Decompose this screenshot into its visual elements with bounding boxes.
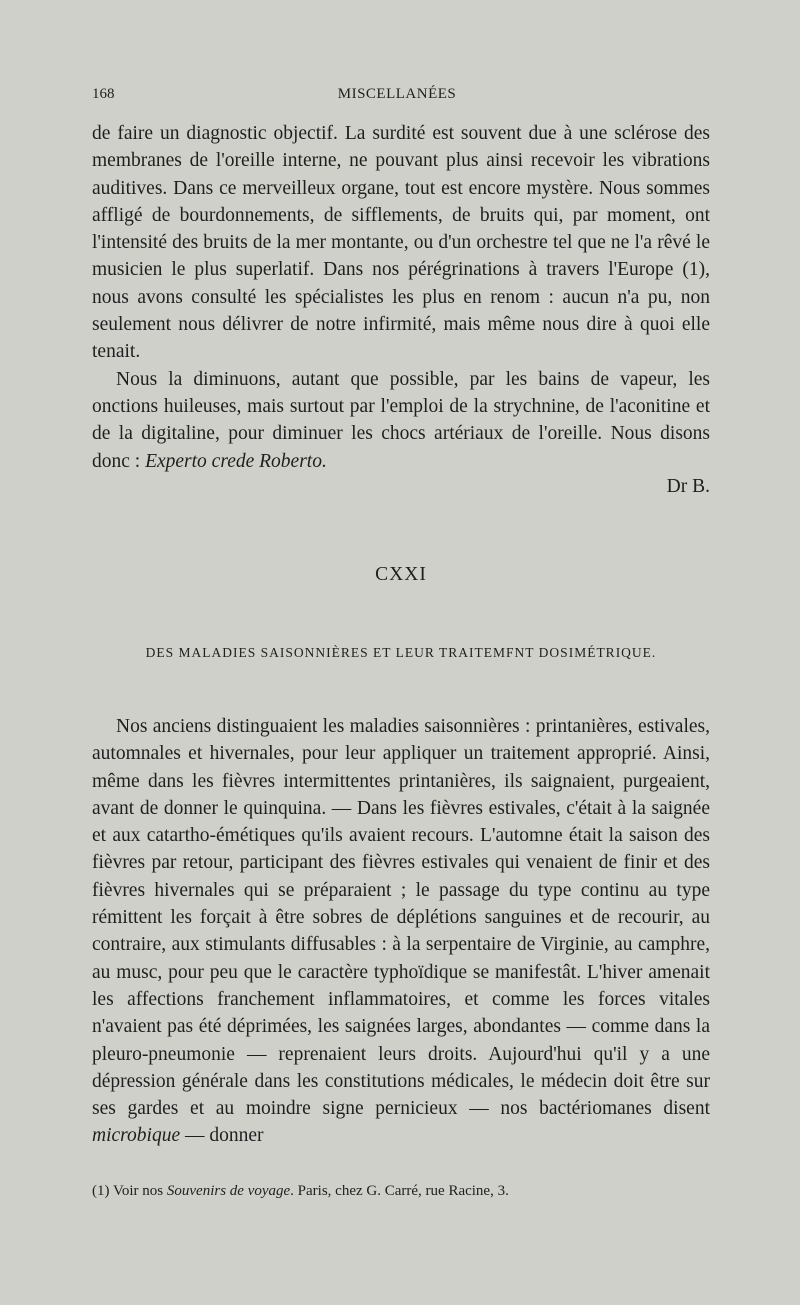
footnote	[92, 1183, 710, 1200]
footnote-title: Souvenirs de voyage	[166, 1183, 291, 1199]
author-signature: Dr B.	[666, 476, 710, 497]
paragraph-seasonal-diseases	[92, 713, 710, 1150]
chapter-title: DES MALADIES SAISONNIÈRES ET LEUR TRAITEMFNT DOSIMÉTRIQUE.	[145, 645, 657, 660]
paragraph-seasonal-tail: — donner	[180, 1125, 264, 1147]
footnote-marker: (1) Voir nos	[92, 1183, 167, 1199]
latin-quote: Experto crede Roberto.	[145, 450, 327, 472]
running-head	[92, 86, 702, 110]
footnote-rest: . Paris, chez G. Carré, rue Racine, 3.	[290, 1183, 509, 1199]
running-title: MISCELLANÉES	[337, 86, 457, 102]
paragraph-treatment-text: Nous la diminuons, autant que possible, par les bains de vapeur, les onctions huileuses, mais surtout par l'emploi de la strychnine, de l'aconitine et de la digitaline, pour diminuer les chocs artériaux de l'oreille. Nous disons donc :	[92, 368, 710, 472]
page-number: 168	[92, 86, 115, 102]
paragraph-treatment	[92, 366, 710, 475]
italic-microbique: microbique	[92, 1125, 181, 1147]
text-block-chapter	[92, 713, 710, 1150]
paragraph-continuation: de faire un diagnostic objectif. La surdité est souvent due à une sclérose des membranes de l'oreille interne, ne pouvant plus ainsi recevoir les vibrations auditives. Dans ce merveilleux organe, tout est encore mystère. Nous sommes affligé de bourdonnements, de sifflements, de bruits qui, par moment, ont l'intensité des bruits de la mer montante, ou d'un orchestre tel que ne l'a rêvé le musicien le plus superlatif. Dans nos pérégrinations à travers l'Europe (1), nous avons consulté les spécialistes les plus en renom : aucun n'a pu, non seulement nous délivrer de notre infirmité, mais même nous dire à quoi elle tenait.	[92, 123, 710, 363]
chapter-number: CXXI	[375, 564, 427, 585]
text-block-top	[92, 120, 710, 475]
paragraph-seasonal-text: Nos anciens distinguaient les maladies saisonnières : printanières, estivales, automnales et hivernales, pour leur appliquer un traitement approprié. Ainsi, même dans les fièvres intermittentes printanières, ils saignaient, purgeaient, avant de donner le quinquina. — Dans les fièvres estivales, c'était à la saignée et aux catartho-émétiques qu'ils avaient recours. L'automne était la saison des fièvres par retour, participant des fièvres estivales qui venaient de finir et des fièvres hivernales qui se préparaient ; le passage du type continu au type rémittent les forçait à être sobres de déplétions sanguines et de recourir, au contraire, aux stimulants diffusables : à la serpentaire de Virginie, au camphre, au musc, pour peu que le caractère typhoïdique se manifestât. L'hiver amenait les affections franchement inflammatoires, et comme les forces vitales n'avaient pas été déprimées, les saignées larges, abondantes — comme dans la pleuro-pneumonie — reprenaient leurs droits. Aujourd'hui qu'il y a une dépression générale dans les constitutions médicales, le médecin doit être sur ses gardes et au moindre signe pernicieux — nos bactériomanes disent	[92, 716, 710, 1120]
